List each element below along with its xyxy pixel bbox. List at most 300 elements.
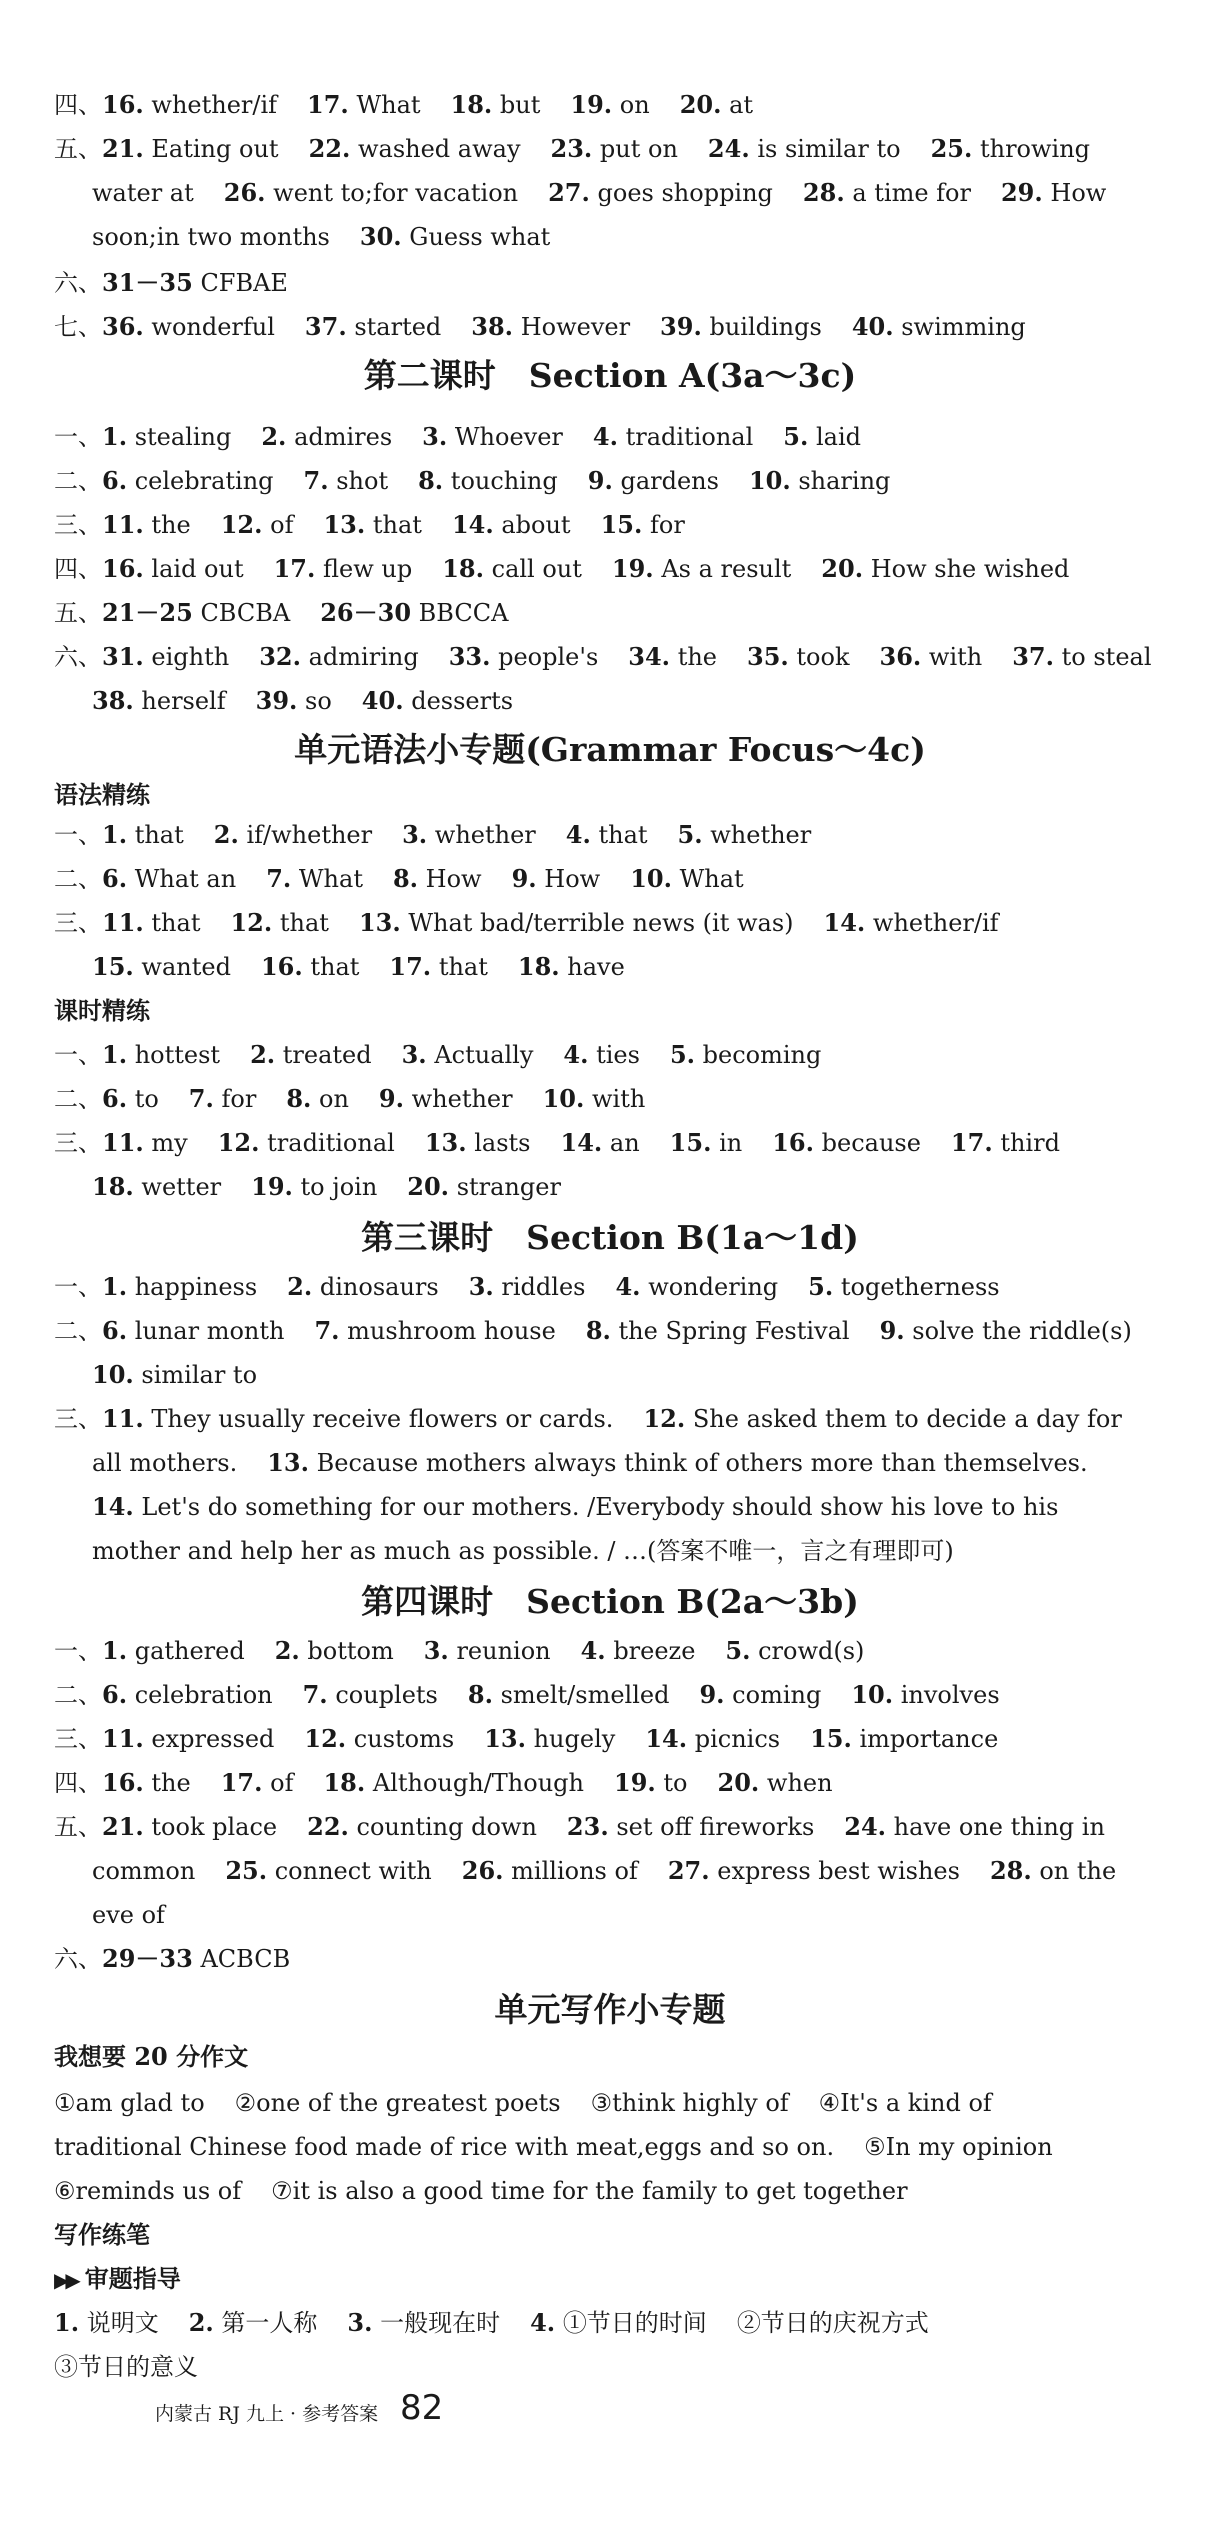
answer-text: They usually receive flowers or cards. [151, 1405, 614, 1433]
question-number: 29. [1000, 178, 1043, 207]
question-number: 17. [950, 1128, 993, 1157]
answer-item [307, 91, 420, 119]
question-number: 8. [418, 466, 444, 495]
section-title: 第二课时 Section A(3a～3c) [363, 356, 857, 395]
answer-item [362, 687, 513, 715]
answer-item [214, 821, 372, 849]
answer-text: ①节日的时间 [562, 2309, 707, 2337]
answer-text: ②one of the greatest poets [234, 2089, 561, 2117]
answer-text: shot [336, 467, 389, 495]
answer-item [92, 1493, 1058, 1521]
question-number: 6. [102, 1680, 128, 1709]
answer-item [749, 467, 890, 495]
question-number: 13. [323, 510, 366, 539]
question-number: 10. [851, 1680, 894, 1709]
answer-line [54, 1766, 1190, 1800]
answer-text: ⑤In my opinion [864, 2133, 1053, 2161]
answer-item [320, 599, 508, 627]
question-group-prefix: 六、 [54, 1945, 102, 1973]
question-number: 5. [783, 422, 809, 451]
question-number: 26－30 [320, 598, 412, 627]
answer-text: that [598, 821, 648, 849]
answer-text: when [766, 1769, 833, 1797]
answer-line [92, 1854, 1190, 1888]
answer-item [92, 953, 231, 981]
answer-item [102, 1273, 257, 1301]
subsection-title [54, 778, 150, 812]
answer-text: people's [498, 643, 599, 671]
answer-item [286, 1085, 349, 1113]
answer-text: that [372, 511, 422, 539]
question-number: 15. [810, 1724, 852, 1753]
answer-text: have one thing in [893, 1813, 1105, 1841]
answer-item [359, 909, 794, 937]
answer-text: water at [92, 179, 194, 207]
answer-text: riddles [501, 1273, 586, 1301]
answer-item [747, 643, 850, 671]
answer-item [102, 1945, 290, 1973]
answer-item [451, 91, 541, 119]
question-number: 12. [643, 1404, 686, 1433]
answer-text: flew up [323, 555, 413, 583]
question-number: 11. [102, 1724, 144, 1753]
answer-text: herself [141, 687, 226, 715]
answer-line [54, 1038, 1190, 1072]
question-number: 19. [614, 1768, 656, 1797]
answer-text: put on [599, 135, 678, 163]
answer-text: admiring [308, 643, 419, 671]
answer-text: third [1000, 1129, 1060, 1157]
question-number: 28. [989, 1856, 1032, 1885]
answer-item [851, 1681, 999, 1709]
question-number: 11. [102, 1128, 144, 1157]
answer-text: mother and help her as much as possible. / …(答案不唯一，言之有理即可) [92, 1537, 954, 1565]
answer-item [102, 423, 231, 451]
answer-text: have [567, 953, 625, 981]
question-group-prefix: 五、 [54, 599, 102, 627]
question-number: 6. [102, 864, 128, 893]
answer-item [680, 91, 753, 119]
answer-line [54, 310, 1190, 344]
answer-text: breeze [613, 1637, 696, 1665]
answer-text: wetter [141, 1173, 222, 1201]
answer-text: eighth [151, 643, 230, 671]
question-number: 7. [314, 1316, 340, 1345]
answer-text: picnics [694, 1725, 781, 1753]
answer-text: sharing [798, 467, 891, 495]
answer-text: is similar to [757, 135, 901, 163]
answer-item [699, 1681, 821, 1709]
question-group-prefix: 四、 [54, 555, 102, 583]
answer-item [54, 2089, 205, 2117]
answer-item [425, 1129, 531, 1157]
question-number: 34. [628, 642, 671, 671]
answer-item [551, 135, 678, 163]
answer-item [230, 909, 328, 937]
answer-item [251, 1173, 377, 1201]
answer-text: bottom [307, 1637, 394, 1665]
answer-text: of [270, 1769, 294, 1797]
answer-item [586, 1317, 850, 1345]
answer-text: celebrating [134, 467, 274, 495]
question-group-prefix: 一、 [54, 1637, 102, 1665]
subsection-title [54, 2218, 150, 2252]
answer-item [880, 1317, 1132, 1345]
answer-item [422, 423, 563, 451]
answer-line [92, 684, 1190, 718]
answer-item [614, 1769, 688, 1797]
question-number: 5. [725, 1636, 751, 1665]
answer-text: the [151, 511, 191, 539]
answer-text: whether [710, 821, 812, 849]
question-group-prefix: 二、 [54, 1085, 102, 1113]
answer-text: 一般现在时 [380, 2309, 501, 2337]
question-number: 40. [361, 686, 404, 715]
question-group-prefix: 二、 [54, 865, 102, 893]
answer-text: connect with [274, 1857, 432, 1885]
answer-line [92, 1446, 1190, 1480]
answer-item [92, 1361, 257, 1389]
answer-line [54, 1082, 1190, 1116]
question-group-prefix: 四、 [54, 1769, 102, 1797]
answer-item [92, 687, 226, 715]
answer-line [92, 1358, 1190, 1392]
answer-item [102, 1129, 188, 1157]
answer-item [271, 2177, 907, 2205]
question-number: 3. [422, 422, 448, 451]
answer-item [261, 953, 359, 981]
answer-text: wondering [648, 1273, 779, 1301]
answer-item [591, 2089, 789, 2117]
question-number: 5. [669, 1040, 696, 1069]
question-number: 12. [304, 1724, 347, 1753]
question-number: 9. [699, 1680, 725, 1709]
question-number: 29－33 [102, 1944, 193, 1973]
question-number: 6. [102, 1316, 128, 1345]
answer-text: What [356, 91, 421, 119]
answer-item [808, 1273, 999, 1301]
answer-line [54, 88, 1190, 122]
section-title: 单元写作小专题 [494, 1990, 726, 2029]
question-number: 6. [102, 466, 128, 495]
answer-item [189, 1085, 257, 1113]
answer-item [824, 909, 999, 937]
answer-item [670, 1041, 821, 1069]
answer-line [54, 2130, 1190, 2164]
question-group-prefix: 二、 [54, 467, 102, 495]
answer-text: customs [353, 1725, 455, 1753]
answer-item [102, 909, 200, 937]
question-number: 21. [102, 1812, 144, 1841]
question-number: 10. [748, 466, 791, 495]
answer-text: How [425, 865, 482, 893]
answer-text: wonderful [151, 313, 275, 341]
answer-line [54, 1634, 1190, 1668]
question-group-prefix: 一、 [54, 1273, 102, 1301]
question-number: 20. [407, 1172, 450, 1201]
answer-text: She asked them to decide a day for [692, 1405, 1122, 1433]
answer-item [581, 1637, 696, 1665]
question-number: 31－35 [102, 268, 193, 297]
answer-text: ③节日的意义 [54, 2353, 198, 2381]
question-number: 9. [587, 466, 613, 495]
answer-text: gardens [620, 467, 719, 495]
question-number: 8. [286, 1084, 312, 1113]
question-number: 15. [669, 1128, 712, 1157]
answer-item [737, 2309, 929, 2337]
question-number: 20. [821, 554, 864, 583]
answer-line [54, 1314, 1190, 1348]
answer-item [102, 599, 290, 627]
answer-text: a time for [852, 179, 971, 207]
answer-text: soon;in two months [92, 223, 330, 251]
answer-line [54, 552, 1190, 586]
answer-item [102, 511, 191, 539]
answer-item [852, 313, 1026, 341]
answer-text: Actually [434, 1041, 534, 1069]
answer-item [102, 1681, 273, 1709]
answer-line [92, 1490, 1190, 1524]
answer-line [92, 176, 1190, 210]
subsection-title [54, 2262, 181, 2297]
answer-item [449, 643, 599, 671]
question-number: 6. [102, 1084, 128, 1113]
answer-item [92, 1901, 165, 1929]
answer-item [566, 821, 648, 849]
question-number: 4. [565, 820, 591, 849]
answer-line [54, 266, 1190, 300]
answer-text: Although/Though [372, 1769, 584, 1797]
answer-line [54, 1810, 1190, 1844]
answer-line [54, 1126, 1190, 1160]
answer-text: started [354, 313, 442, 341]
answer-item [54, 2177, 241, 2205]
answer-text: millions of [511, 1857, 638, 1885]
answer-line [92, 950, 1190, 984]
answer-item [452, 511, 571, 539]
page-number: 82 [400, 2388, 444, 2428]
section-title: 单元语法小专题(Grammar Focus～4c) [294, 730, 926, 769]
answer-item [102, 91, 277, 119]
answer-text: on [619, 91, 650, 119]
question-number: 25. [225, 1856, 268, 1885]
answer-text: How [544, 865, 601, 893]
answer-item [235, 2089, 561, 2117]
answer-text: throwing [979, 135, 1091, 163]
answer-text: that [151, 909, 201, 937]
question-group-prefix: 五、 [54, 135, 102, 163]
subsection-title [54, 2040, 248, 2074]
question-number: 3. [401, 1040, 427, 1069]
answer-item [630, 865, 743, 893]
question-number: 22. [307, 1812, 349, 1841]
answer-text: ②节日的庆祝方式 [736, 2309, 929, 2337]
question-number: 2. [213, 820, 239, 849]
answer-line [54, 2086, 1190, 2120]
answer-line [92, 1534, 1190, 1568]
answer-item [102, 313, 275, 341]
question-number: 12. [217, 1128, 260, 1157]
answer-text: hugely [533, 1725, 616, 1753]
question-number: 23. [566, 1812, 609, 1841]
answer-line [54, 508, 1190, 542]
question-number: 4. [530, 2308, 556, 2337]
answer-text: How [1050, 179, 1107, 207]
question-number: 17. [307, 90, 349, 119]
answer-item [54, 2309, 159, 2337]
answer-item [314, 1317, 555, 1345]
answer-text: gathered [134, 1637, 245, 1665]
question-group-prefix: 三、 [54, 909, 102, 937]
question-number: 25. [930, 134, 973, 163]
answer-text: with [592, 1085, 646, 1113]
answer-line [54, 2306, 1190, 2340]
question-number: 16. [772, 1128, 814, 1157]
question-number: 38. [92, 686, 134, 715]
answer-item [570, 91, 649, 119]
answer-text: stealing [134, 423, 232, 451]
answer-item [307, 1813, 537, 1841]
answer-line [54, 132, 1190, 166]
answer-item [931, 135, 1090, 163]
answer-item [256, 687, 332, 715]
question-number: 3. [423, 1636, 449, 1665]
answer-item [92, 1173, 221, 1201]
question-number: 4. [580, 1636, 606, 1665]
question-group-prefix: 一、 [54, 423, 102, 451]
question-number: 22. [308, 134, 351, 163]
answer-item [819, 2089, 992, 2117]
answer-text: lunar month [134, 1317, 285, 1345]
question-number: 8. [585, 1316, 611, 1345]
question-number: 2. [250, 1040, 276, 1069]
answer-text: my [151, 1129, 188, 1157]
question-number: 13. [267, 1448, 309, 1477]
question-number: 15. [92, 952, 134, 981]
answer-text: goes shopping [597, 179, 773, 207]
answer-item [102, 1405, 613, 1433]
answer-item [309, 135, 521, 163]
answer-text: BBCCA [418, 599, 509, 627]
question-number: 9. [879, 1316, 905, 1345]
answer-item [402, 821, 536, 849]
answer-text: happiness [134, 1273, 258, 1301]
answer-item [92, 1857, 195, 1885]
question-number: 14. [645, 1724, 688, 1753]
answer-item [54, 2353, 198, 2381]
question-number: 36. [102, 312, 144, 341]
answer-line [54, 818, 1190, 852]
answer-item [274, 555, 413, 583]
answer-text: all mothers. [92, 1449, 238, 1477]
question-number: 17. [273, 554, 316, 583]
question-number: 24. [844, 1812, 887, 1841]
answer-item [102, 269, 288, 297]
question-number: 12. [220, 510, 263, 539]
question-number: 2. [188, 2308, 214, 2337]
answer-text: ties [596, 1041, 640, 1069]
answer-item [548, 179, 773, 207]
answer-text: took place [151, 1813, 278, 1841]
answer-text: touching [450, 467, 558, 495]
question-number: 36. [879, 642, 922, 671]
answer-text: hottest [134, 1041, 221, 1069]
answer-text: What [679, 865, 744, 893]
question-number: 8. [392, 864, 419, 893]
triangle-arrow-icon: ▶▶ [54, 2268, 77, 2292]
answer-item [951, 1129, 1060, 1157]
answer-text: Eating out [151, 135, 279, 163]
answer-item [92, 179, 194, 207]
answer-item [102, 1813, 277, 1841]
answer-item [305, 313, 441, 341]
answer-item [304, 467, 389, 495]
question-group-prefix: 二、 [54, 1681, 102, 1709]
answer-line [92, 1898, 1190, 1932]
answer-item [261, 423, 392, 451]
subsection-title-text: 审题指导 [84, 2264, 181, 2293]
answer-text: about [501, 511, 571, 539]
answer-text: to [663, 1769, 688, 1797]
question-number: 12. [230, 908, 273, 937]
question-number: 15. [600, 510, 643, 539]
answer-item [189, 2309, 318, 2337]
question-number: 9. [511, 864, 537, 893]
answer-item [512, 865, 601, 893]
answer-item [810, 1725, 998, 1753]
footer-label: 内蒙古 RJ 九上 · 参考答案 [155, 2403, 379, 2425]
question-group-prefix: 五、 [54, 1813, 102, 1841]
answer-item [615, 1273, 778, 1301]
answer-text: whether/if [872, 909, 999, 937]
answer-line [54, 1678, 1190, 1712]
answer-item [102, 1637, 245, 1665]
answer-text: took [796, 643, 850, 671]
section-title: 第四课时 Section B(2a～3b) [361, 1582, 859, 1621]
answer-text: express best wishes [717, 1857, 960, 1885]
answer-item [102, 1041, 220, 1069]
answer-item [593, 423, 753, 451]
answer-text: CFBAE [200, 269, 288, 297]
answer-item [442, 555, 582, 583]
question-number: 16. [102, 554, 144, 583]
question-number: 10. [542, 1084, 585, 1113]
answer-text: counting down [356, 1813, 537, 1841]
question-number: 23. [550, 134, 593, 163]
answer-line [54, 2174, 1190, 2208]
answer-text: solve the riddle(s) [912, 1317, 1132, 1345]
question-group-prefix: 三、 [54, 1725, 102, 1753]
answer-text: Whoever [454, 423, 563, 451]
answer-item [287, 1273, 439, 1301]
answer-item [668, 1857, 960, 1885]
answer-text: smelt/smelled [500, 1681, 670, 1709]
question-group-prefix: 一、 [54, 821, 102, 849]
answer-item [224, 179, 518, 207]
answer-text: Because mothers always think of others more than themselves. [316, 1449, 1088, 1477]
answer-item [772, 1129, 921, 1157]
question-number: 18. [442, 554, 484, 583]
question-number: 5. [677, 820, 703, 849]
question-number: 4. [563, 1040, 589, 1069]
answer-text: Guess what [409, 223, 551, 251]
answer-text: celebration [134, 1681, 273, 1709]
answer-item [725, 1637, 864, 1665]
answer-item [418, 467, 558, 495]
answer-item [266, 865, 363, 893]
answer-item [92, 1537, 954, 1565]
answer-item [402, 1041, 534, 1069]
